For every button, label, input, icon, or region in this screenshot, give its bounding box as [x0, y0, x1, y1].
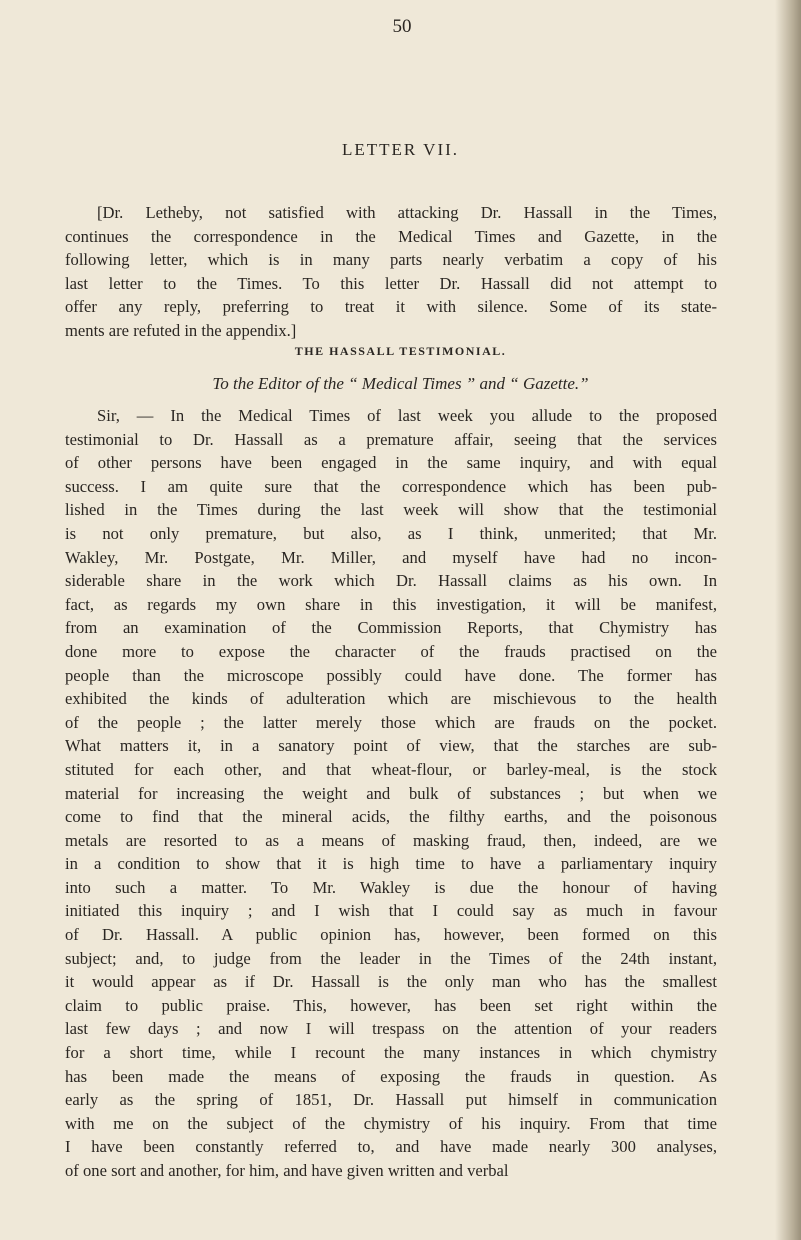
body-line: siderable share in the work which Dr. Hassall claims as his own. In — [65, 571, 717, 591]
intro-line: following letter, which is in many parts nearly verbatim a copy of his — [65, 250, 717, 270]
body-line: into such a matter. To Mr. Wakley is due the honour of having — [65, 877, 717, 897]
body-line: exhibited the kinds of adulteration which are mischievous to the health — [65, 689, 717, 709]
intro-line: [Dr. Letheby, not satisfied with attacking Dr. Hassall in the Times, — [97, 203, 717, 222]
body-line: material for increasing the weight and bulk of substances ; but when we — [65, 783, 717, 803]
body-line: Wakley, Mr. Postgate, Mr. Miller, and myself have had no incon- — [65, 547, 717, 567]
body-line: it would appear as if Dr. Hassall is the only man who has the smallest — [65, 972, 717, 992]
body-line: success. I am quite sure that the correspondence which has been pub- — [65, 476, 717, 496]
body-line: of the people ; the latter merely those which are frauds on the pocket. — [65, 712, 717, 732]
body-line: for a short time, while I recount the many instances in which chymistry — [65, 1043, 717, 1063]
intro-line: last letter to the Times. To this letter Dr. Hassall did not attempt to — [65, 273, 717, 293]
body-line: of Dr. Hassall. A public opinion has, however, been formed on this — [65, 925, 717, 945]
body-line: of other persons have been engaged in the same inquiry, and with equal — [65, 453, 717, 473]
body-line: last few days ; and now I will trespass on the attention of your readers — [65, 1019, 717, 1039]
intro-paragraph — [65, 201, 717, 343]
body-line: initiated this inquiry ; and I wish that I could say as much in favour — [65, 901, 717, 921]
section-heading: THE HASSALL TESTIMONIAL. — [294, 344, 507, 358]
page-number: 50 — [392, 16, 412, 37]
body-line: stituted for each other, and that wheat-flour, or barley-meal, is the stock — [65, 759, 717, 779]
letter-body — [65, 404, 717, 1183]
body-line: early as the spring of 1851, Dr. Hassall put himself in communication — [65, 1090, 717, 1110]
body-line: lished in the Times during the last week will show that the testimonial — [65, 500, 717, 520]
body-line: come to find that the mineral acids, the filthy earths, and the poisonous — [65, 807, 717, 827]
body-line: I have been constantly referred to, and have made nearly 300 analyses, — [65, 1137, 717, 1157]
body-line: people than the microscope possibly could have done. The former has — [65, 665, 717, 685]
body-line: subject; and, to judge from the leader in the Times of the 24th instant, — [65, 948, 717, 968]
body-line: in a condition to show that it is high time to have a parliamentary inquiry — [65, 854, 717, 874]
intro-line: offer any reply, preferring to treat it with silence. Some of its state- — [65, 297, 717, 317]
body-line: has been made the means of exposing the frauds in question. As — [65, 1066, 717, 1086]
body-line: metals are resorted to as a means of masking fraud, then, indeed, are we — [65, 830, 717, 850]
letter-title: LETTER VII. — [341, 140, 460, 159]
body-line: is not only premature, but also, as I think, unmerited; that Mr. — [65, 523, 717, 543]
intro-line: continues the correspondence in the Medical Times and Gazette, in the — [65, 226, 717, 246]
body-line: of one sort and another, for him, and have given written and verbal — [65, 1161, 509, 1180]
body-line: from an examination of the Commission Reports, that Chymistry has — [65, 618, 717, 638]
body-line: Sir, — In the Medical Times of last week you allude to the proposed — [97, 406, 717, 425]
body-line: done more to expose the character of the frauds practised on the — [65, 641, 717, 661]
body-line: fact, as regards my own share in this investigation, it will be manifest, — [65, 594, 717, 614]
body-line: claim to public praise. This, however, has been set right within the — [65, 995, 717, 1015]
body-line: with me on the subject of the chymistry of his inquiry. From that time — [65, 1113, 717, 1133]
page-edge-shadow — [775, 0, 801, 1240]
intro-line: ments are refuted in the appendix.] — [65, 320, 297, 340]
addressed-to-line: To the Editor of the “ Medical Times ” and “ Gazette.” — [212, 374, 589, 393]
body-line: What matters it, in a sanatory point of view, that the starches are sub- — [65, 736, 717, 756]
body-line: testimonial to Dr. Hassall as a premature affair, seeing that the services — [65, 429, 717, 449]
